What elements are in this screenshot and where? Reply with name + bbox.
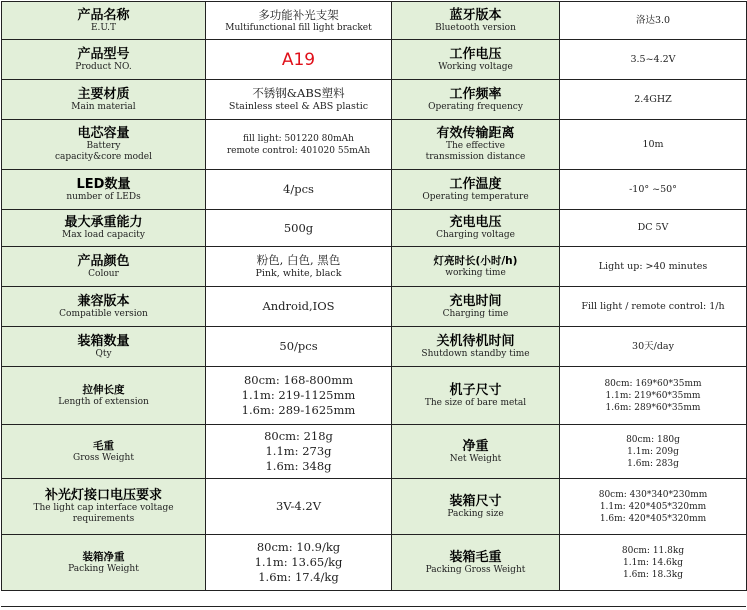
table-row <box>2 40 747 80</box>
label-standby-time <box>392 327 560 367</box>
label-working-voltage <box>392 40 560 80</box>
value-working-time <box>560 247 747 287</box>
label-en: Battery <box>86 141 121 151</box>
value-line: 80cm: 218g <box>264 429 333 443</box>
table-row <box>2 2 747 40</box>
value-line: 多功能补光支架 <box>258 7 339 22</box>
label-en: Shutdown standby time <box>421 348 530 359</box>
label-led-count <box>2 170 206 210</box>
value-led-count <box>206 170 392 210</box>
label-en: Bluetooth version <box>435 22 516 33</box>
value-line: 1.6m: 283g <box>627 458 679 469</box>
label-en: Charging voltage <box>436 230 515 240</box>
label-charging-time <box>392 287 560 327</box>
table-row <box>2 327 747 367</box>
value-product-name <box>206 2 392 40</box>
value-line: 10m <box>642 138 664 150</box>
value-line: 80cm: 430*340*230mm <box>598 489 708 500</box>
label-operating-temperature <box>392 170 560 210</box>
value-line: 1.6m: 420*405*320mm <box>599 513 707 524</box>
value-line: 洛达3.0 <box>635 14 671 26</box>
value-line: Stainless steel & ABS plastic <box>228 101 369 112</box>
label-en: working time <box>445 267 506 278</box>
label-zh: 装箱毛重 <box>449 549 502 565</box>
value-line: Pink, white, black <box>255 268 342 279</box>
value-line: Multifunctional fill light bracket <box>225 22 372 33</box>
label-en: Packing Gross Weight <box>425 564 526 575</box>
label-zh: 产品名称 <box>77 7 130 23</box>
label-zh: 装箱净重 <box>82 550 125 563</box>
label-bluetooth-version <box>392 2 560 40</box>
value-line: Android,IOS <box>262 299 335 313</box>
label-qty <box>2 327 206 367</box>
value-interface-voltage <box>206 479 392 535</box>
label-colour <box>2 247 206 287</box>
label-en: Length of extension <box>58 396 149 407</box>
label-compatible-version <box>2 287 206 327</box>
table-row <box>2 210 747 247</box>
label-charging-voltage <box>392 210 560 247</box>
label-battery-capacity <box>2 120 206 170</box>
value-line: 1.1m: 420*405*320mm <box>599 501 707 512</box>
label-en: transmission distance <box>425 152 526 162</box>
label-main-material <box>2 80 206 120</box>
label-operating-frequency <box>392 80 560 120</box>
label-en: Product NO. <box>75 61 132 72</box>
table-row <box>2 287 747 327</box>
label-en: Max load capacity <box>62 230 145 240</box>
label-en: Operating frequency <box>428 101 523 112</box>
label-zh: 关机待机时间 <box>436 333 515 349</box>
table-bottom-edge <box>1 606 746 610</box>
label-en: requirements <box>72 514 135 524</box>
label-zh: 主要材质 <box>77 86 130 102</box>
value-line: 80cm: 169*60*35mm <box>604 378 702 389</box>
value-line: 粉色, 白色, 黑色 <box>256 253 341 267</box>
value-line: 1.1m: 273g <box>265 444 332 458</box>
label-product-name <box>2 2 206 40</box>
label-en: Compatible version <box>59 308 148 319</box>
label-en: The size of bare metal <box>424 397 527 408</box>
value-max-load <box>206 210 392 247</box>
label-zh: 充电电压 <box>449 215 502 230</box>
label-packing-weight <box>2 535 206 591</box>
label-en: Colour <box>88 268 119 279</box>
value-line: 不锈钢&ABS塑料 <box>252 86 345 100</box>
label-en: Charging time <box>442 308 509 319</box>
label-bare-metal-size <box>392 367 560 425</box>
value-line: 1.6m: 348g <box>265 459 332 473</box>
value-battery-capacity <box>206 120 392 170</box>
label-zh: 工作频率 <box>449 86 502 102</box>
value-line: 1.1m: 13.65/kg <box>254 555 343 569</box>
value-standby-time <box>560 327 747 367</box>
label-en: E.U.T <box>90 22 117 33</box>
value-colour <box>206 247 392 287</box>
value-line: fill light: 501220 80mAh <box>243 133 354 144</box>
value-packing-gross-weight <box>560 535 747 591</box>
value-line: Fill light / remote control: 1/h <box>581 300 725 312</box>
label-en: Qty <box>95 348 112 359</box>
table-row <box>2 367 747 425</box>
table-row <box>2 479 747 535</box>
value-operating-temperature <box>560 170 747 210</box>
label-packing-gross-weight <box>392 535 560 591</box>
table-row <box>2 80 747 120</box>
value-line: 3.5~4.2V <box>630 53 676 65</box>
label-zh: 装箱数量 <box>77 333 130 349</box>
label-zh: 最大承重能力 <box>64 215 143 230</box>
label-extension-length <box>2 367 206 425</box>
value-operating-frequency <box>560 80 747 120</box>
value-line: 1.1m: 209g <box>627 446 679 457</box>
value-packing-size <box>560 479 747 535</box>
value-line: 1.6m: 289*60*35mm <box>605 402 701 413</box>
value-main-material <box>206 80 392 120</box>
label-max-load <box>2 210 206 247</box>
label-en: Operating temperature <box>422 191 529 202</box>
value-charging-voltage <box>560 210 747 247</box>
label-transmission-distance <box>392 120 560 170</box>
value-line: 1.1m: 219*60*35mm <box>605 390 701 401</box>
value-extension-length <box>206 367 392 425</box>
label-zh: 兼容版本 <box>77 293 130 309</box>
label-working-time <box>392 247 560 287</box>
label-zh: 有效传输距离 <box>436 126 515 141</box>
value-line: 2.4GHZ <box>634 93 672 105</box>
value-line: Light up: >40 minutes <box>598 260 708 272</box>
table-row <box>2 247 747 287</box>
value-line: 4/pcs <box>283 182 314 196</box>
value-line: 80cm: 168-800mm <box>243 373 354 387</box>
value-working-voltage <box>560 40 747 80</box>
label-zh: 充电时间 <box>449 293 502 309</box>
value-bare-metal-size <box>560 367 747 425</box>
value-line: DC 5V <box>637 222 669 233</box>
table-row <box>2 120 747 170</box>
value-line: 1.1m: 219-1125mm <box>241 388 356 402</box>
value-packing-weight <box>206 535 392 591</box>
table-row <box>2 425 747 479</box>
value-line: 1.6m: 289-1625mm <box>241 403 356 417</box>
label-en: Main material <box>71 101 136 112</box>
label-en: number of LEDs <box>66 191 141 202</box>
value-net-weight <box>560 425 747 479</box>
label-product-no <box>2 40 206 80</box>
value-line: 3V-4.2V <box>275 499 322 513</box>
value-line: 50/pcs <box>279 339 318 353</box>
value-bluetooth-version <box>560 2 747 40</box>
label-zh: 净重 <box>462 438 489 454</box>
label-interface-voltage <box>2 479 206 535</box>
label-zh: LED数量 <box>76 176 131 192</box>
label-zh: 装箱尺寸 <box>449 493 502 509</box>
label-zh: 电芯容量 <box>77 126 130 141</box>
value-line: 1.1m: 14.6kg <box>623 557 683 568</box>
label-zh: 工作电压 <box>449 46 502 62</box>
model-number: A19 <box>281 49 316 70</box>
value-charging-time <box>560 287 747 327</box>
value-line: 500g <box>283 220 314 235</box>
value-line: remote control: 401020 55mAh <box>226 145 371 156</box>
value-line: 1.6m: 18.3kg <box>623 569 683 580</box>
value-line: 80cm: 10.9/kg <box>256 540 341 554</box>
label-net-weight <box>392 425 560 479</box>
spec-table <box>1 1 747 591</box>
value-line: 1.6m: 17.4/kg <box>258 570 339 584</box>
label-zh: 工作温度 <box>449 176 502 192</box>
label-zh: 拉伸长度 <box>82 383 125 396</box>
value-line: 80cm: 180g <box>626 434 680 445</box>
label-zh: 产品型号 <box>77 46 130 62</box>
value-transmission-distance <box>560 120 747 170</box>
table-row <box>2 170 747 210</box>
label-zh: 补光灯接口电压要求 <box>44 488 162 503</box>
label-en: capacity&core model <box>54 152 153 162</box>
label-en: Gross Weight <box>73 452 134 463</box>
label-zh: 蓝牙版本 <box>449 7 502 23</box>
value-qty <box>206 327 392 367</box>
value-compatible-version <box>206 287 392 327</box>
label-en: The light cap interface voltage <box>33 503 174 513</box>
value-line: 80cm: 11.8kg <box>621 545 685 556</box>
label-en: Packing size <box>447 508 504 519</box>
value-line: -10° ~50° <box>629 183 677 195</box>
label-zh: 毛重 <box>93 439 114 452</box>
label-zh: 灯亮时长(小时/h) <box>433 254 518 267</box>
table-row <box>2 535 747 591</box>
label-en: Working voltage <box>438 61 513 72</box>
value-line: 30天/day <box>632 340 674 352</box>
label-gross-weight <box>2 425 206 479</box>
label-en: The effective <box>446 141 505 151</box>
label-packing-size <box>392 479 560 535</box>
value-product-no <box>206 40 392 80</box>
label-zh: 产品颜色 <box>77 253 130 269</box>
value-gross-weight <box>206 425 392 479</box>
label-zh: 机子尺寸 <box>449 382 502 398</box>
label-en: Net Weight <box>449 453 502 464</box>
label-en: Packing Weight <box>68 563 139 574</box>
